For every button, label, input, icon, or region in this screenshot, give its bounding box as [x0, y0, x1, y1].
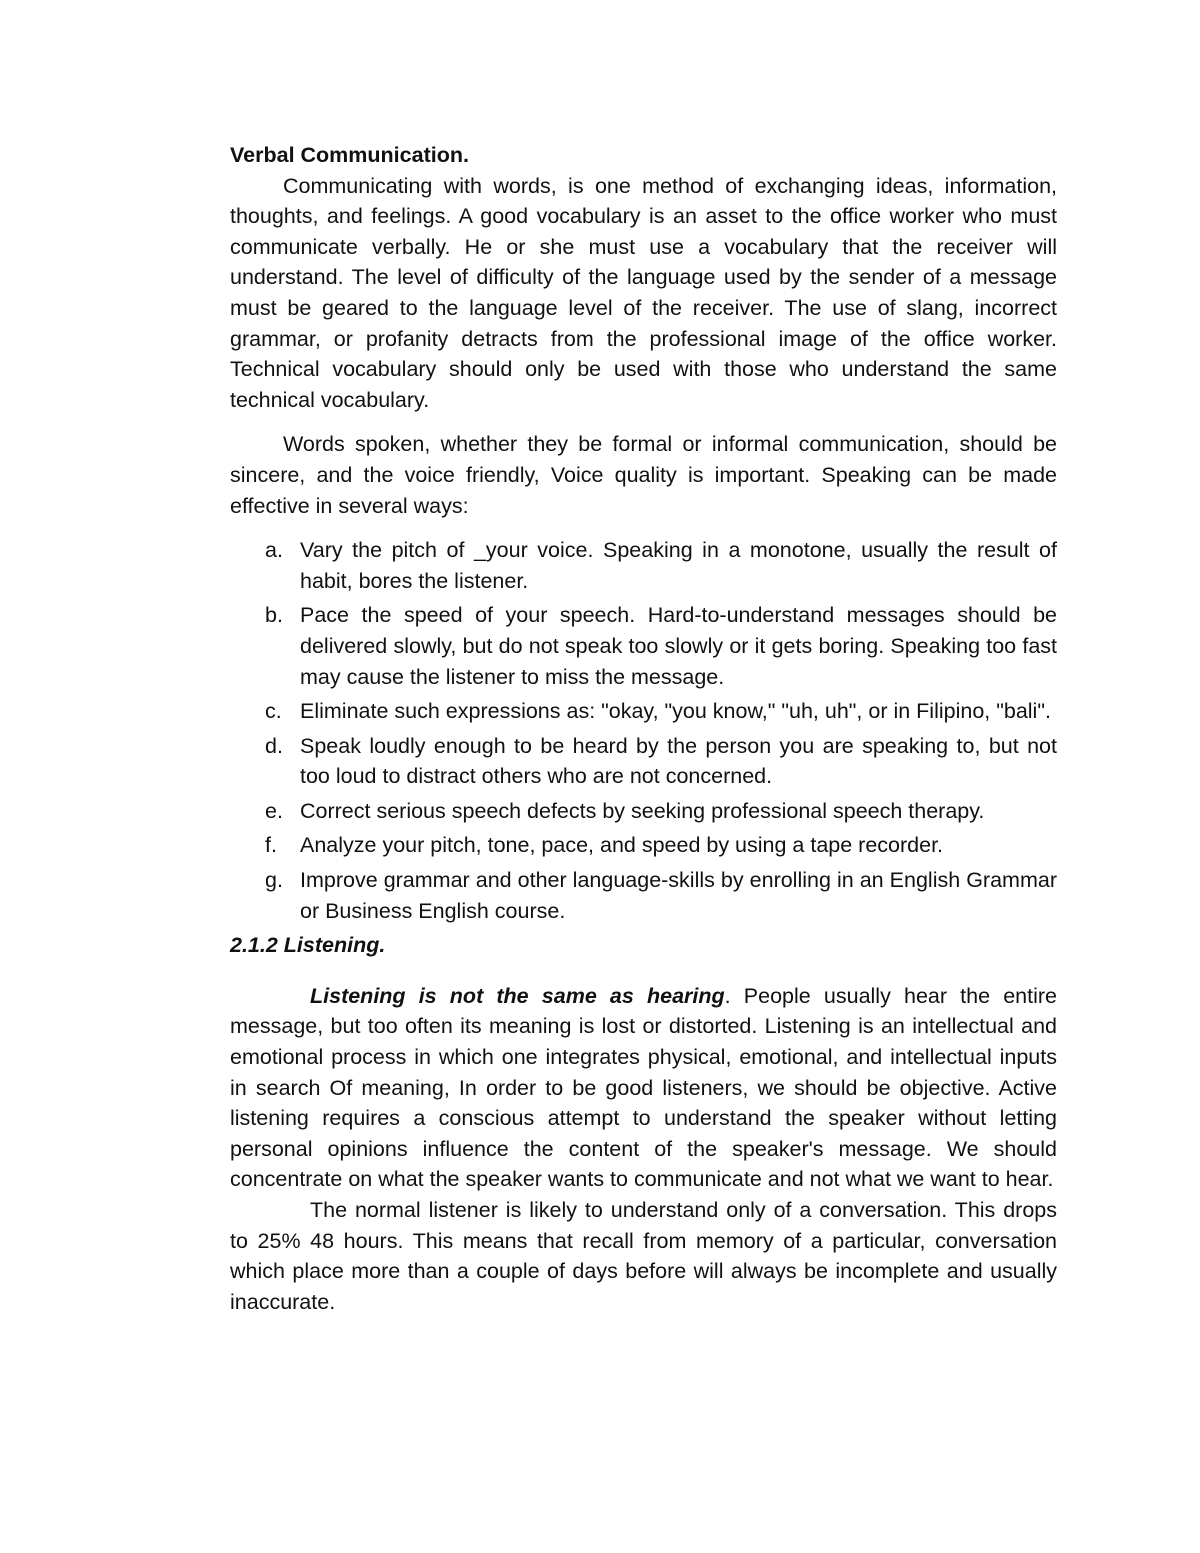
section-heading: Verbal Communication. [230, 143, 469, 167]
list-item-text: Improve grammar and other language-skills by enrolling in an English Grammar or Business English course. [300, 868, 1057, 923]
list-item [230, 865, 1057, 926]
listening-lead-emphasis: Listening is not the same as hearing [310, 983, 725, 1008]
listening-paragraph-2: The normal listener is likely to understand only of a conversation. This drops to 25% 48 hours. This means that recall from memory of a particular, conversation which place more than a couple of days before will always be incomplete and usually inaccurate. [230, 1198, 1057, 1314]
list-marker: f. [265, 833, 277, 858]
speaking-tips-list [230, 535, 1057, 926]
list-item [230, 731, 1057, 792]
list-item-text: Analyze your pitch, tone, pace, and speed by using a tape recorder. [300, 833, 944, 858]
listening-heading: 2.1.2 Listening. [230, 933, 386, 958]
list-item [230, 535, 1057, 596]
list-marker: d. [265, 733, 283, 758]
list-marker: g. [265, 868, 283, 893]
verbal-paragraph-2: Words spoken, whether they be formal or informal communication, should be sincere, and the voice friendly, Voice quality is important. Speaking can be made effective in several ways: [230, 432, 1057, 518]
list-item [230, 830, 1057, 861]
list-marker: b. [265, 603, 283, 628]
listening-paragraph-1-text: . People usually hear the entire message, but too often its meaning is lost or distorted. Listening is an intellectual and emotional process in which one integrates physical, emotional, and intellectual inputs in search Of meaning, In order to be good listeners, we should be objective. Active listening requires a conscious attempt to understand the speaker without letting personal opinions influence the content of the speaker's message. We should concentrate on what the speaker wants to communicate and not what we want to hear. [230, 983, 1058, 1192]
list-item [230, 600, 1057, 692]
list-item [230, 796, 1057, 827]
document-page [230, 140, 1057, 1317]
list-item-text: Eliminate such expressions as: "okay, "you know," "uh, uh", or in Filipino, "bali". [300, 699, 1051, 724]
listening-paragraph-1 [230, 981, 1057, 1195]
list-item-text: Speak loudly enough to be heard by the person you are speaking to, but not too loud to distract others who are not concerned. [300, 733, 1057, 789]
list-item-text: Pace the speed of your speech. Hard-to-understand messages should be delivered slowly, but do not speak too slowly or it gets boring. Speaking too fast may cause the listener to miss the message. [300, 603, 1057, 689]
list-marker: a. [265, 538, 283, 563]
list-item [230, 696, 1057, 727]
list-item-text: Correct serious speech defects by seeking professional speech therapy. [300, 798, 985, 823]
list-marker: c. [265, 699, 282, 724]
list-item-text: Vary the pitch of _your voice. Speaking in a monotone, usually the result of habit, bores the listener. [300, 538, 1057, 593]
verbal-paragraph-1: Communicating with words, is one method of exchanging ideas, information, thoughts, and feelings. A good vocabulary is an asset to the office worker who must communicate verbally. He or she must use a vocabulary that the receiver will understand. The level of difficulty of the language used by the sender of a message must be geared to the language level of the receiver. The use of slang, incorrect grammar, or profanity detracts from the professional image of the office worker. Technical vocabulary should only be used with those who understand the same technical vocabulary. [230, 173, 1057, 412]
list-marker: e. [265, 798, 283, 823]
